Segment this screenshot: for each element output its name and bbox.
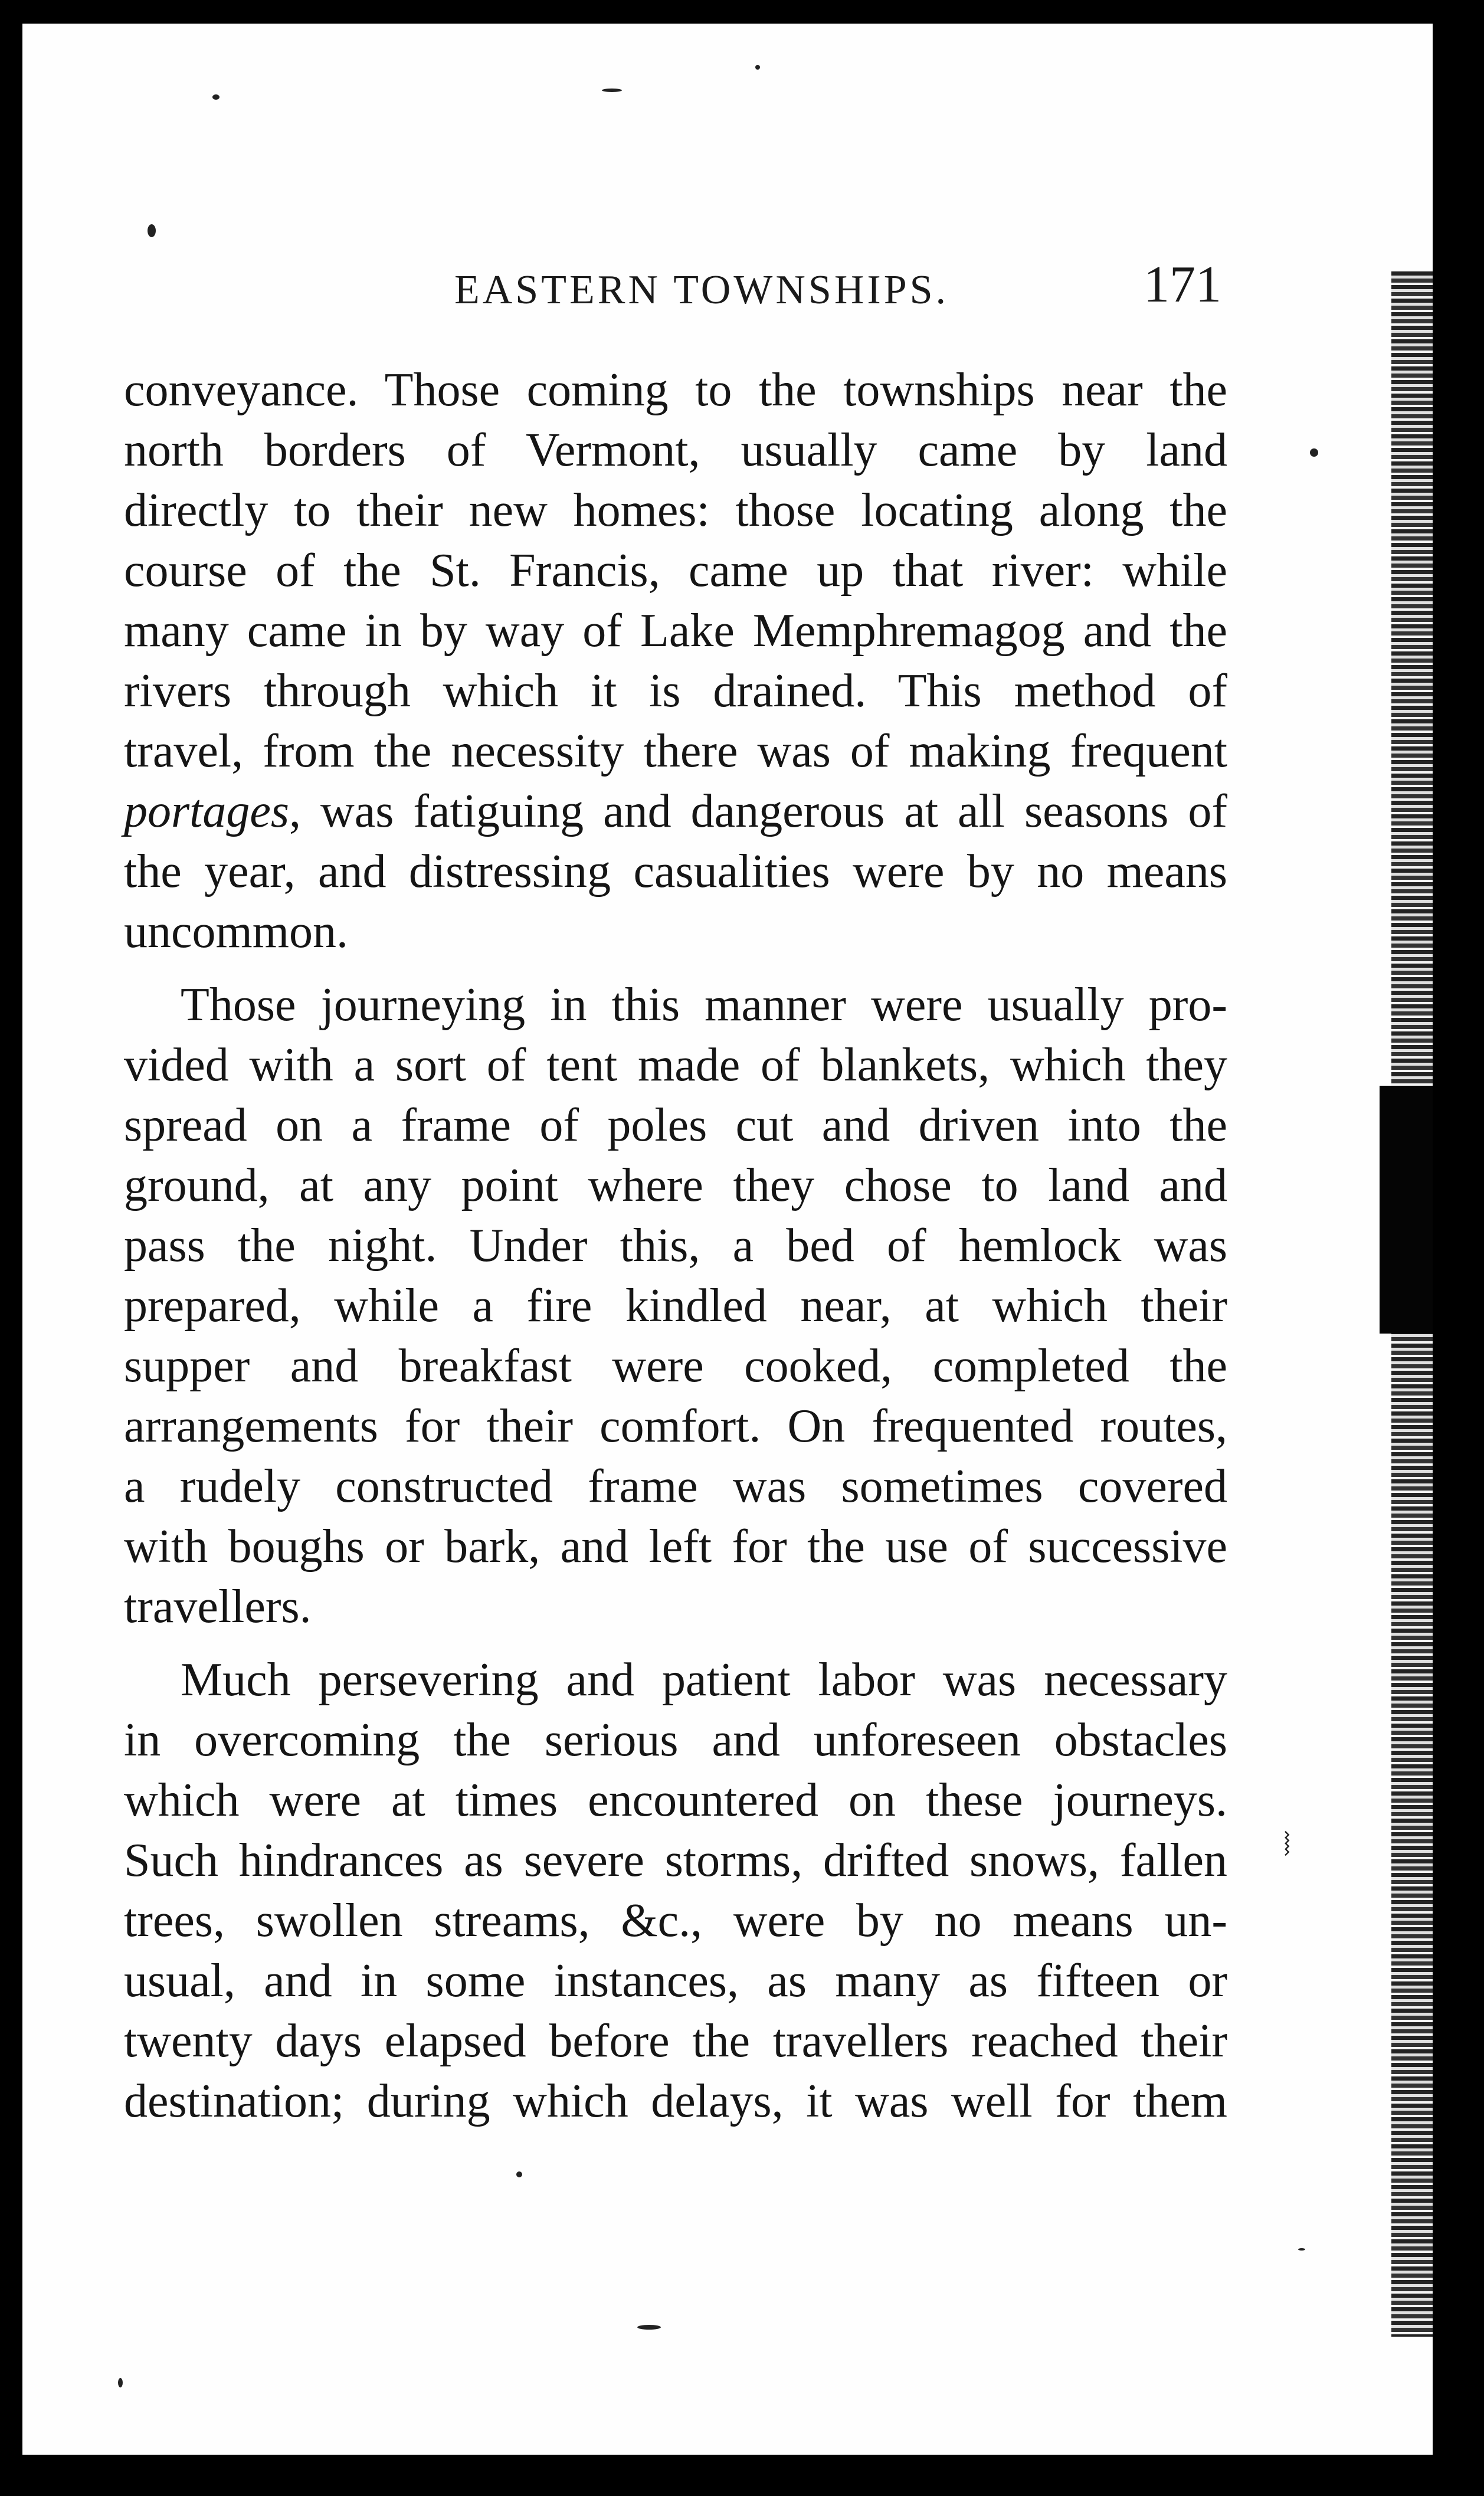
page-edge-dark-band: [1380, 1086, 1433, 1334]
scan-speck: [1310, 448, 1318, 457]
text-line: pass the night. Under this, a bed of hemlock was: [124, 1220, 1227, 1272]
text-line: destination; during which delays, it was well for them: [124, 2075, 1227, 2127]
text-line: directly to their new homes: those locating along the: [124, 484, 1227, 536]
italic-word: portages: [124, 785, 289, 837]
paragraph-3: [124, 1650, 1227, 2131]
text-line: a rudely constructed frame was sometimes covered: [124, 1460, 1227, 1512]
scan-speck: [118, 2378, 123, 2387]
paragraph-1: [124, 360, 1227, 962]
scan-speck: [212, 94, 220, 100]
scan-speck: [148, 224, 156, 237]
scan-speck: [1298, 2248, 1305, 2251]
text-line: uncommon.: [124, 906, 348, 958]
text-line: usual, and in some instances, as many as fifteen or: [124, 1955, 1227, 2007]
text-line: course of the St. Francis, came up that river: while: [124, 545, 1227, 597]
text-line: travel, from the necessity there was of making frequent: [124, 725, 1227, 777]
page-number: 171: [1144, 256, 1221, 313]
text-line: which were at times encountered on these journeys.: [124, 1774, 1227, 1826]
text-line: rivers through which it is drained. This method of: [124, 665, 1227, 717]
text-line: ground, at any point where they chose to land and: [124, 1159, 1227, 1211]
running-head: EASTERN TOWNSHIPS.: [454, 267, 949, 313]
paragraph-2: [124, 975, 1227, 1637]
text-line: conveyance. Those coming to the townships near the: [124, 364, 1227, 416]
text-line: arrangements for their comfort. On frequented routes,: [124, 1400, 1227, 1452]
text-line: trees, swollen streams, &c., were by no means un-: [124, 1895, 1227, 1947]
text-line: prepared, while a fire kindled near, at which their: [124, 1280, 1227, 1332]
text-line: travellers.: [124, 1581, 312, 1633]
margin-mark: ⧘: [1283, 1824, 1291, 1863]
text-fragment: , was fatiguing and dangerous at all seasons of: [289, 785, 1227, 837]
text-line: north borders of Vermont, usually came by land: [124, 424, 1227, 476]
page-body: [124, 360, 1227, 2131]
text-line: in overcoming the serious and unforeseen obstacles: [124, 1714, 1227, 1766]
text-line: Much persevering and patient labor was necessary: [181, 1654, 1227, 1706]
text-line: twenty days elapsed before the travellers reached their: [124, 2015, 1227, 2067]
text-line: with boughs or bark, and left for the use of successive: [124, 1521, 1227, 1573]
scan-speck: [602, 89, 622, 92]
text-line: spread on a frame of poles cut and driven into the: [124, 1099, 1227, 1151]
text-line: Those journeying in this manner were usually pro-: [181, 979, 1227, 1031]
page-header: [454, 255, 1221, 314]
text-line: many came in by way of Lake Memphremagog and the: [124, 605, 1227, 657]
scan-speck: [516, 2171, 522, 2177]
text-line: supper and breakfast were cooked, completed the: [124, 1340, 1227, 1392]
text-line: Such hindrances as severe storms, drifted snows, fallen: [124, 1835, 1227, 1886]
text-line: vided with a sort of tent made of blankets, which they: [124, 1039, 1227, 1091]
text-line: the year, and distressing casualities were by no means: [124, 846, 1227, 897]
text-line: [124, 781, 1227, 841]
scan-speck: [755, 65, 760, 70]
scan-speck: [637, 2325, 661, 2330]
